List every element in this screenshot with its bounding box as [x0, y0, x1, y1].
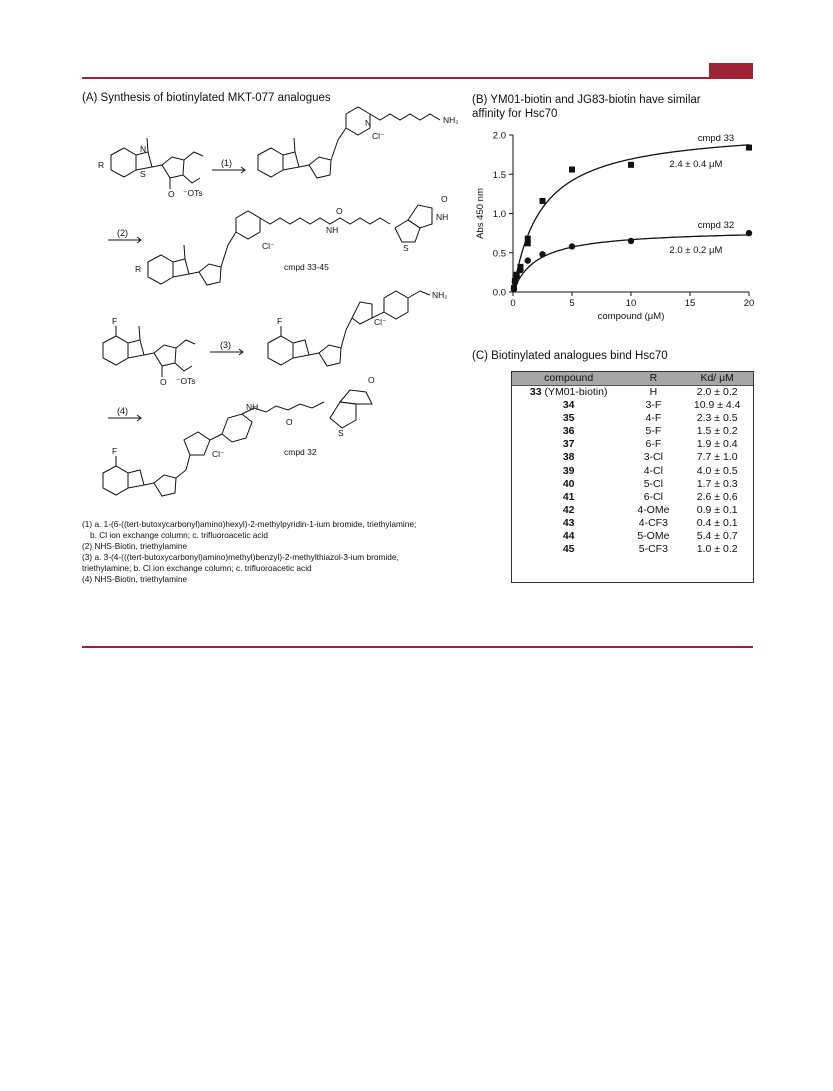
compound-cell	[511, 543, 626, 556]
panel-b-title-line2: affinity for Hsc70	[472, 108, 558, 120]
r-cell: 4-CF3	[638, 516, 668, 529]
x-axis-label: compound (μM)	[597, 311, 665, 322]
data-point-circle	[513, 273, 519, 279]
compound-cell	[511, 425, 626, 438]
f-label-3: F	[112, 446, 118, 456]
f-label-2: F	[277, 316, 283, 326]
atom-s: S	[140, 169, 146, 179]
cmpd-32-label: cmpd 32	[284, 447, 317, 457]
step-2-label: (2)	[117, 228, 128, 238]
s-label-4: S	[338, 428, 344, 438]
note-5: triethylamine; b. Cl ion exchange column; c. trifluoroacetic acid	[82, 563, 312, 573]
compound-number: 35	[562, 412, 575, 425]
data-point-circle	[512, 279, 518, 285]
data-point-square	[628, 162, 634, 168]
o-label-urea: O	[441, 194, 448, 204]
table-row	[511, 491, 754, 504]
compound-cell	[511, 530, 626, 543]
data-point-square	[746, 145, 752, 151]
data-point-circle	[628, 238, 634, 244]
r-cell: 6-Cl	[643, 490, 663, 503]
r-cell: 5-OMe	[637, 530, 670, 543]
data-point-circle	[517, 267, 523, 273]
kd-cell: 1.9 ± 0.4	[696, 438, 738, 451]
nh-label-urea: NH	[436, 212, 449, 222]
compound-number: 36	[562, 425, 575, 438]
cl-label-2: Cl⁻	[262, 241, 275, 251]
table-row	[511, 386, 754, 400]
compound-number: 43	[562, 516, 575, 529]
r-label: R	[98, 160, 105, 170]
col-header-compound: compound	[511, 371, 626, 386]
compound-number: 33	[529, 386, 542, 398]
compound-number: 41	[562, 490, 575, 503]
cl-label-1: Cl⁻	[372, 131, 385, 141]
o-label-amide: O	[336, 206, 343, 216]
kd-cell: 7.7 ± 1.0	[696, 451, 738, 464]
compound-number: 42	[562, 503, 575, 516]
f-label-1: F	[112, 316, 118, 326]
r-cell: 5-F	[645, 425, 662, 438]
compound-number: 44	[562, 530, 575, 543]
o-label-3: O	[160, 377, 167, 387]
panel-b-title-line1: (B) YM01-biotin and JG83-biotin have similar	[472, 94, 701, 106]
table-row	[511, 504, 754, 517]
r-cell: 4-Cl	[643, 464, 663, 477]
o-label-5: O	[368, 375, 375, 385]
kd-cell: 2.3 ± 0.5	[696, 412, 738, 425]
compound-cell	[511, 478, 626, 491]
kd-cell: 2.0 ± 0.2	[696, 386, 738, 398]
step-3-label: (3)	[220, 340, 231, 350]
r-label-2: R	[135, 264, 142, 274]
kd-cell: 1.7 ± 0.3	[696, 477, 738, 490]
y-tick-label: 0.5	[492, 248, 506, 260]
compound-number: 45	[562, 543, 575, 556]
r-cell: 5-CF3	[638, 543, 668, 556]
step-1-label: (1)	[221, 158, 232, 168]
data-point-square	[569, 167, 575, 173]
data-point-square	[540, 198, 546, 204]
table-row	[511, 451, 754, 464]
compound-cell	[511, 491, 626, 504]
table-row	[511, 438, 754, 451]
note-1: (1) a. 1-(6-((tert-butoxycarbonyl)amino)hexyl)-2-methylpyridin-1-ium bromide, triethylamine;	[82, 519, 417, 529]
nh2-label-1: NH₂	[443, 115, 459, 125]
kd-cell: 0.4 ± 0.1	[696, 516, 738, 529]
nh-label-2: NH	[246, 402, 259, 412]
compound-number: 40	[562, 477, 575, 490]
nh2-label-2: NH₂	[432, 290, 448, 300]
data-point-circle	[525, 257, 531, 263]
y-tick-label: 1.5	[492, 169, 506, 181]
atom-n: N	[140, 144, 147, 154]
table-row	[511, 530, 754, 543]
y-tick-label: 1.0	[492, 209, 506, 220]
panel-c-title: (C) Biotinylated analogues bind Hsc70	[472, 350, 668, 362]
cl-label-4: Cl⁻	[212, 449, 225, 459]
compound-number: 38	[562, 451, 575, 464]
r-cell: 4-F	[645, 412, 662, 425]
compound-cell	[511, 438, 626, 451]
x-tick-label: 0	[510, 298, 516, 309]
kd-cell: 1.5 ± 0.2	[696, 425, 738, 438]
kd-cell: 0.9 ± 0.1	[696, 503, 738, 516]
x-tick-label: 10	[625, 298, 637, 309]
s-label-biotin: S	[403, 243, 409, 253]
cl-label-3: Cl⁻	[374, 317, 387, 327]
table-row	[511, 465, 754, 478]
table-row	[511, 478, 754, 491]
compound-cell	[511, 451, 626, 464]
note-2: b. Cl ion exchange column; c. trifluoroacetic acid	[90, 530, 269, 540]
fit-value-label: 2.0 ± 0.2 μM	[669, 245, 723, 256]
kd-cell: 4.0 ± 0.5	[696, 464, 738, 477]
y-tick-label: 0.0	[492, 287, 506, 299]
series-name-label: cmpd 32	[697, 220, 735, 231]
table-row	[511, 517, 754, 530]
note-4: (3) a. 3-(4-(((tert-butoxycarbonyl)amino)methyl)benzyl)-2-methylthiazol-3-ium bromide,	[82, 552, 399, 562]
compound-cell	[511, 386, 626, 400]
r-cell: H	[649, 386, 658, 398]
data-point-circle	[746, 230, 752, 236]
atom-o: O	[168, 189, 175, 199]
data-point-circle	[539, 251, 545, 257]
data-point-circle	[511, 286, 517, 292]
atom-n-pyridinium: N	[365, 118, 372, 128]
note-6: (4) NHS-Biotin, triethylamine	[82, 574, 188, 584]
o-label-4: O	[286, 417, 293, 427]
table-row	[511, 425, 754, 438]
panel-a-title: (A) Synthesis of biotinylated MKT-077 analogues	[82, 92, 331, 104]
r-cell: 4-OMe	[637, 503, 670, 516]
data-point-square	[525, 236, 531, 242]
compound-number: 34	[562, 399, 575, 412]
table-row	[511, 543, 754, 556]
nh-label: NH	[326, 225, 339, 235]
compound-number: 39	[562, 464, 575, 477]
note-3: (2) NHS-Biotin, triethylamine	[82, 541, 188, 551]
step-4-label: (4)	[117, 406, 128, 416]
ots-label-2: ⁻OTs	[176, 376, 196, 386]
col-header-r: R	[626, 371, 680, 386]
ots-label: ⁻OTs	[183, 188, 203, 198]
data-point-circle	[569, 243, 575, 249]
kd-cell: 10.9 ± 4.4	[693, 399, 741, 412]
kd-cell: 2.6 ± 0.6	[696, 490, 738, 503]
compound-cell	[511, 517, 626, 530]
r-cell: 3-Cl	[643, 451, 663, 464]
compound-number: 37	[562, 438, 575, 451]
compound-cell	[511, 399, 626, 412]
col-header-kd: Kd/ μM	[680, 371, 754, 386]
kd-table	[511, 371, 754, 556]
compound-cell	[511, 412, 626, 425]
x-tick-label: 20	[743, 298, 755, 309]
r-cell: 6-F	[645, 438, 662, 451]
compound-cell	[511, 465, 626, 478]
kd-cell: 5.4 ± 0.7	[696, 530, 738, 543]
x-tick-label: 5	[569, 298, 575, 309]
series-name-label: cmpd 33	[697, 133, 735, 144]
kd-cell: 1.0 ± 0.2	[696, 543, 738, 556]
cmpd-33-45-label: cmpd 33-45	[284, 262, 329, 272]
compound-alias: (YM01-biotin)	[544, 386, 608, 398]
r-cell: 3-F	[645, 399, 662, 412]
y-tick-label: 2.0	[492, 130, 506, 142]
x-tick-label: 15	[684, 298, 696, 309]
table-row	[511, 412, 754, 425]
fit-value-label: 2.4 ± 0.4 μM	[669, 159, 723, 170]
compound-cell	[511, 504, 626, 517]
y-axis-label: Abs 450 nm	[475, 188, 486, 239]
table-row	[511, 399, 754, 412]
r-cell: 5-Cl	[643, 477, 663, 490]
